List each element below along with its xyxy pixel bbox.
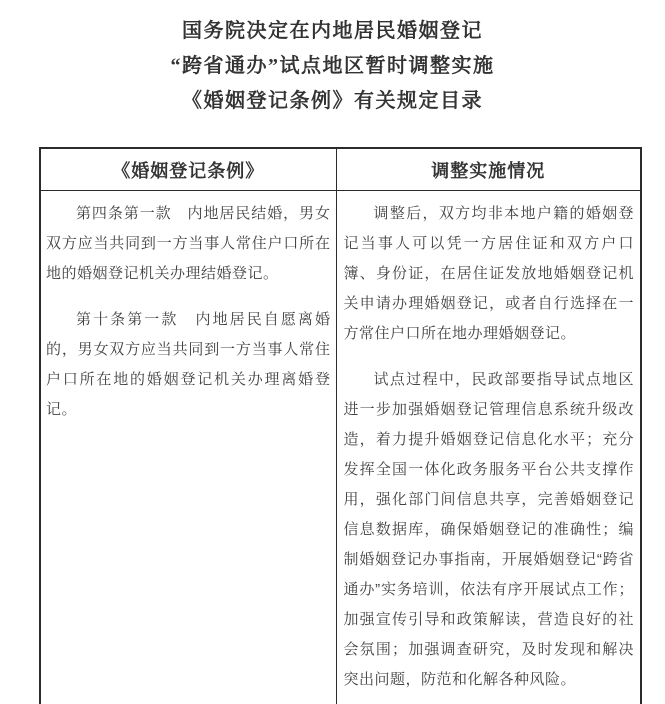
- title-line-1: 国务院决定在内地居民婚姻登记: [182, 20, 483, 42]
- regulation-cell: [40, 191, 336, 704]
- document-title: [0, 14, 665, 119]
- header-marriage-regulation: 《婚姻登记条例》: [40, 148, 336, 191]
- header-adjustment-status: 调整实施情况: [336, 148, 641, 191]
- title-line-3: 《婚姻登记条例》有关规定目录: [182, 90, 483, 112]
- regulation-paragraph-article4: 第四条第一款 内地居民结婚，男女双方应当共同到一方当事人常住户口所在地的婚姻登记机关办理结婚登记。: [46, 205, 331, 282]
- title-line-2: “跨省通办”试点地区暂时调整实施: [170, 55, 495, 77]
- adjustment-paragraph-2: 试点过程中，民政部要指导试点地区进一步加强婚姻登记管理信息系统升级改造，着力提升婚姻登记信息化水平；充分发挥全国一体化政务服务平台公共支撑作用，强化部门间信息共享，完善婚姻登记信息数据库，确保婚姻登记的准确性；编制婚姻登记办事指南，开展婚姻登记“跨省通办”实务培训，依法有序开展试点工作；加强宣传引导和政策解读，营造良好的社会氛围；加强调查研究，及时发现和解决突出问题，防范和化解各种风险。: [343, 371, 634, 688]
- table-header-row: [40, 148, 641, 191]
- regulation-table: [39, 147, 642, 704]
- adjustment-paragraph-1: 调整后，双方均非本地户籍的婚姻登记当事人可以凭一方居住证和双方户口簿、身份证，在居住证发放地婚姻登记机关申请办理婚姻登记，或者自行选择在一方常住户口所在地办理婚姻登记。: [343, 205, 634, 342]
- adjustment-cell: [336, 191, 641, 704]
- regulation-paragraph-article10: 第十条第一款 内地居民自愿离婚的，男女双方应当共同到一方当事人常住户口所在地的婚姻登记机关办理离婚登记。: [46, 311, 331, 418]
- table-body-row: [40, 191, 641, 704]
